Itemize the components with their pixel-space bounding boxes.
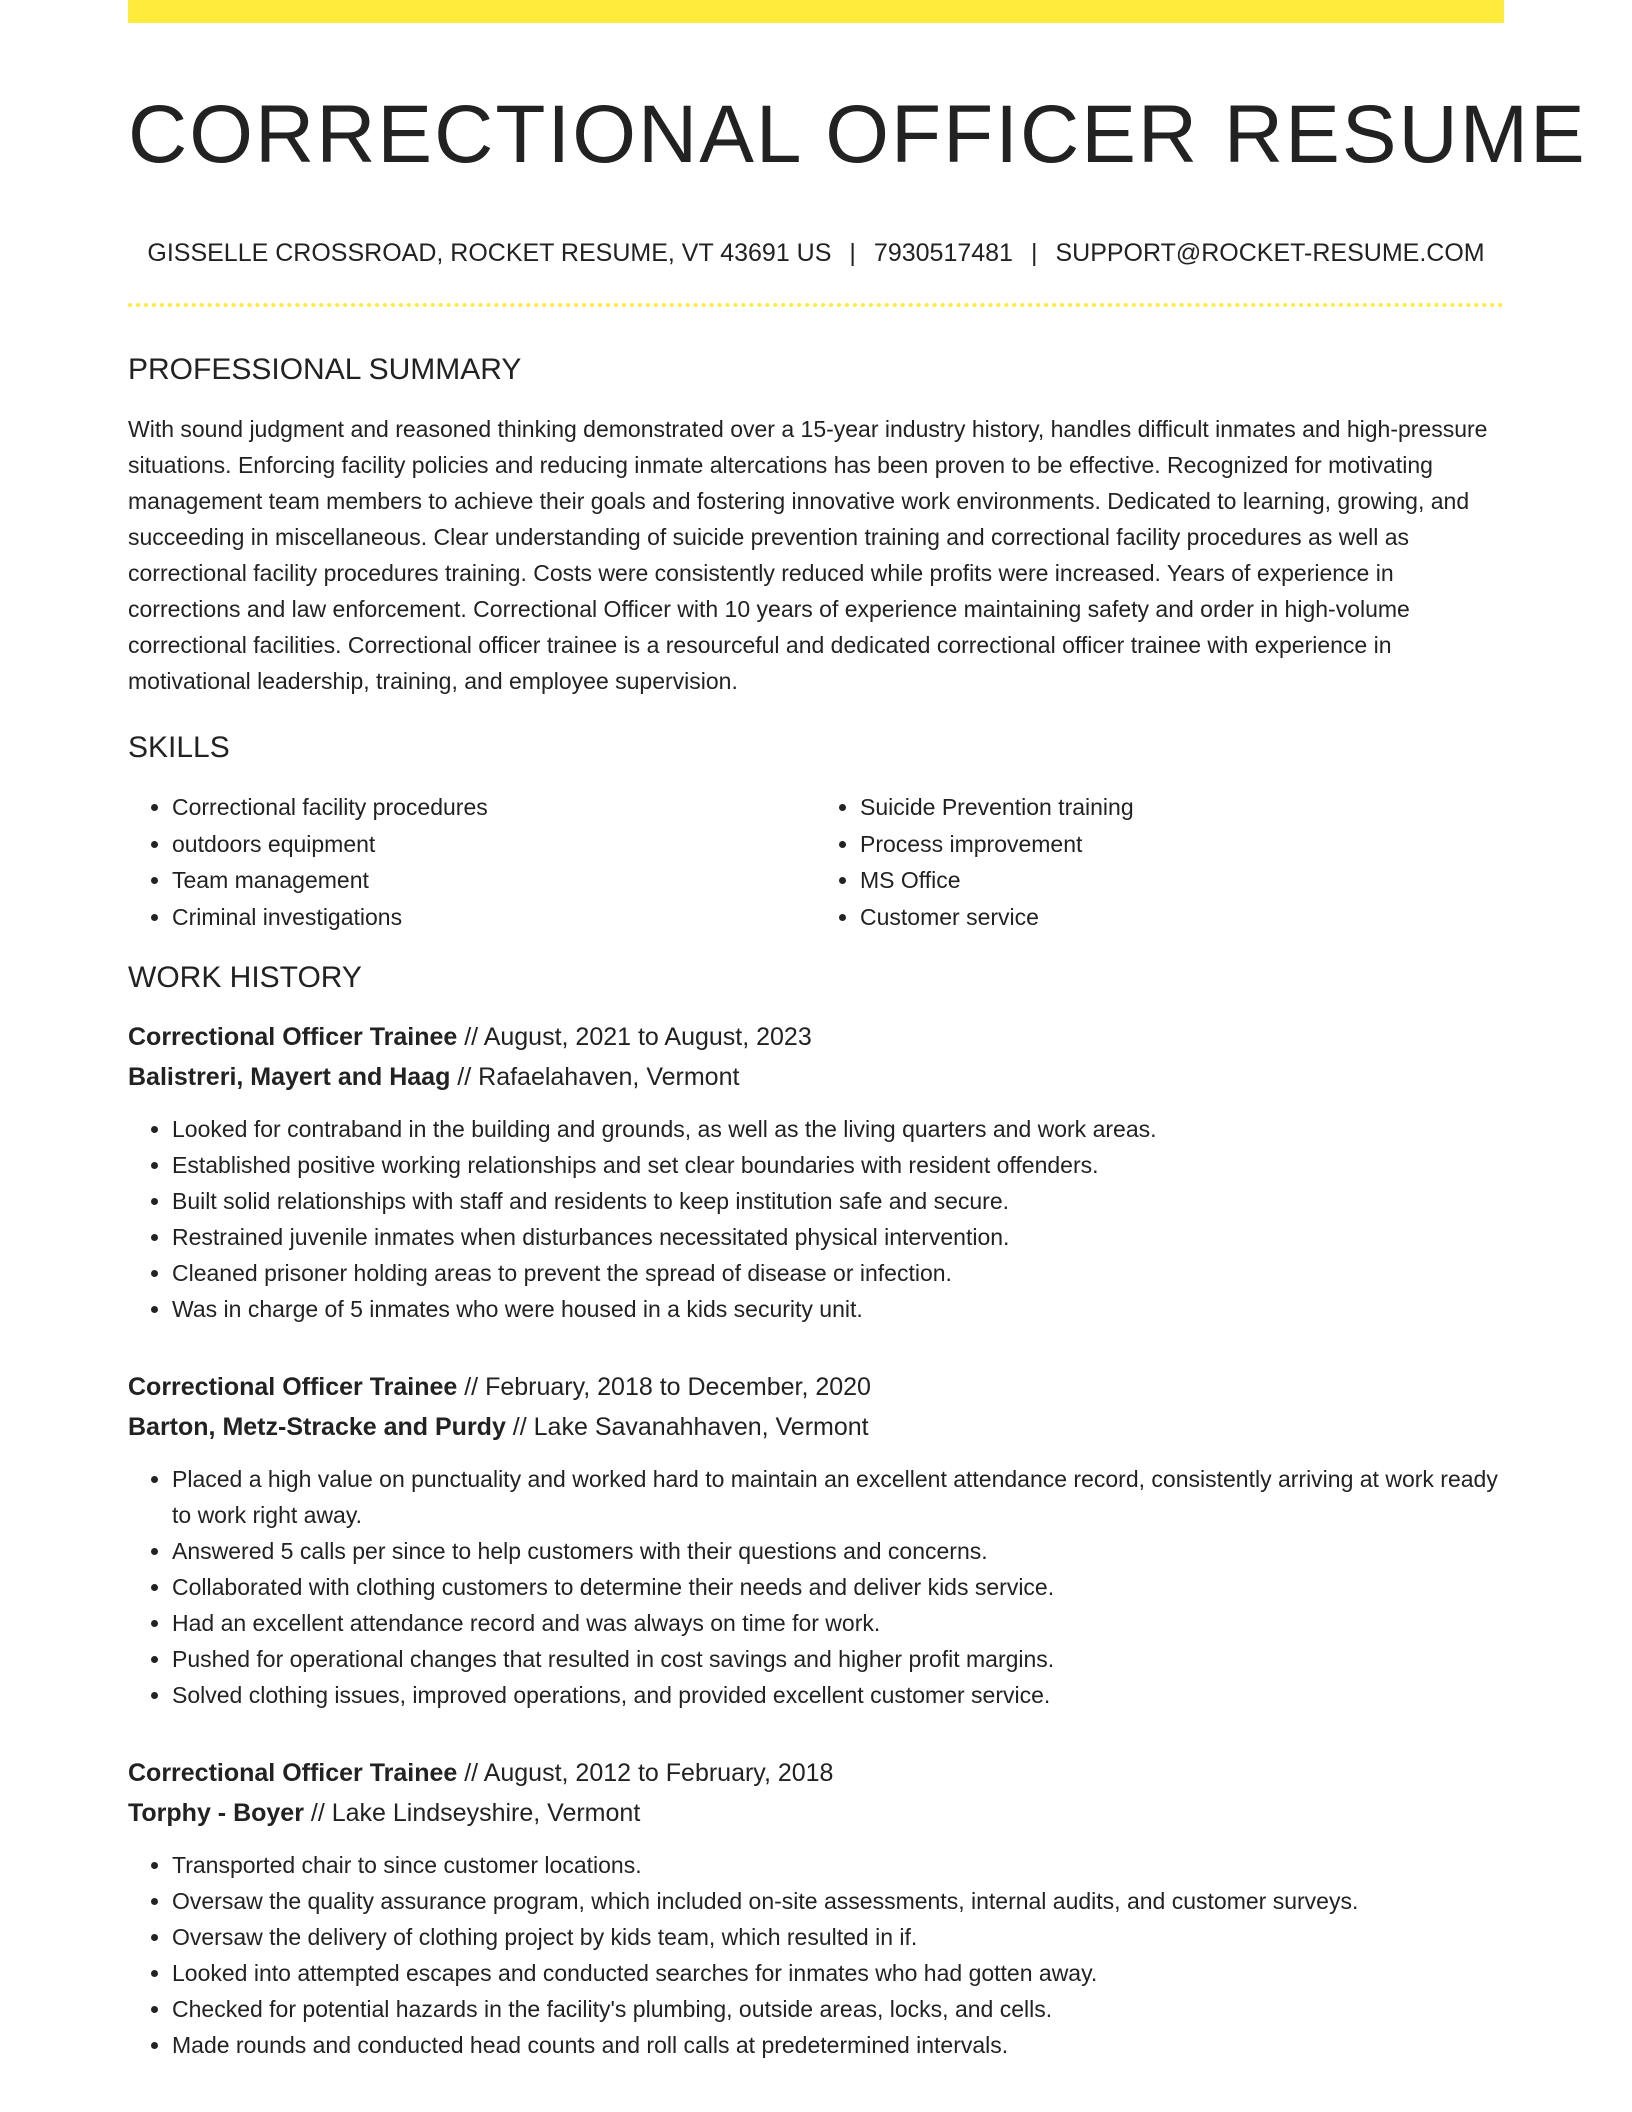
job-location: Lake Lindseyshire, Vermont <box>331 1799 641 1827</box>
job-role-line <box>128 1753 1504 1793</box>
job-bullet: • Restrained juvenile inmates when disturbances necessitated physical intervention. <box>172 1219 1504 1255</box>
job-company-line <box>128 1793 1504 1833</box>
job-company: Torphy - Boyer <box>128 1799 304 1827</box>
contact-email: SUPPORT@ROCKET-RESUME.COM <box>1055 239 1485 267</box>
job-bullet: • Checked for potential hazards in the facility's plumbing, outside areas, locks, and cells. <box>172 1991 1504 2027</box>
job-bullet: • Solved clothing issues, improved operations, and provided excellent customer service. <box>172 1677 1504 1713</box>
skill-item: • Correctional facility procedures <box>172 789 816 826</box>
job-bullets <box>128 1847 1504 2063</box>
job-company: Balistreri, Mayert and Haag <box>128 1063 451 1091</box>
job-company-line <box>128 1407 1504 1447</box>
skills-heading: SKILLS <box>128 731 230 764</box>
job-bullet: • Placed a high value on punctuality and worked hard to maintain an excellent attendance record, consistently arriving at work ready to work right away. <box>172 1461 1504 1533</box>
job-entry <box>128 1753 1504 2063</box>
job-bullet: • Looked for contraband in the building and grounds, as well as the living quarters and work areas. <box>172 1111 1504 1147</box>
skills-list <box>128 789 1504 935</box>
job-bullet: • Pushed for operational changes that resulted in cost savings and higher profit margins. <box>172 1641 1504 1677</box>
job-location: Rafaelahaven, Vermont <box>478 1063 740 1091</box>
dotted-divider <box>128 303 1504 307</box>
job-separator: // <box>505 1413 534 1441</box>
job-separator: // <box>457 1023 484 1051</box>
skill-item: • outdoors equipment <box>172 826 816 863</box>
skill-item: • Customer service <box>860 899 1504 936</box>
job-bullet: • Was in charge of 5 inmates who were housed in a kids security unit. <box>172 1291 1504 1327</box>
skills-column-left <box>128 789 816 935</box>
job-location: Lake Savanahhaven, Vermont <box>533 1413 869 1441</box>
job-role-line <box>128 1367 1504 1407</box>
job-entry <box>128 1367 1504 1713</box>
job-entry <box>128 1017 1504 1327</box>
job-bullet: • Made rounds and conducted head counts and roll calls at predetermined intervals. <box>172 2027 1504 2063</box>
skill-item: • Process improvement <box>860 826 1504 863</box>
job-bullet: • Oversaw the quality assurance program, which included on-site assessments, internal audits, and customer surveys. <box>172 1883 1504 1919</box>
summary-heading: PROFESSIONAL SUMMARY <box>128 353 522 386</box>
resume-page <box>128 0 1587 2063</box>
skill-item: • Team management <box>172 862 816 899</box>
job-bullet: • Had an excellent attendance record and was always on time for work. <box>172 1605 1504 1641</box>
job-bullet: • Looked into attempted escapes and conducted searches for inmates who had gotten away. <box>172 1955 1504 1991</box>
skill-item: • MS Office <box>860 862 1504 899</box>
job-dates: February, 2018 to December, 2020 <box>485 1373 871 1401</box>
contact-line <box>128 237 1504 269</box>
contact-separator: | <box>849 239 856 267</box>
job-bullets <box>128 1111 1504 1327</box>
job-company: Barton, Metz-Stracke and Purdy <box>128 1413 506 1441</box>
work-history-heading: WORK HISTORY <box>128 961 362 994</box>
job-separator: // <box>457 1759 484 1787</box>
contact-phone: 7930517481 <box>873 239 1013 267</box>
job-role-line <box>128 1017 1504 1057</box>
job-bullet: • Transported chair to since customer locations. <box>172 1847 1504 1883</box>
job-bullets <box>128 1461 1504 1713</box>
job-bullet: • Established positive working relationships and set clear boundaries with resident offenders. <box>172 1147 1504 1183</box>
skill-item: • Suicide Prevention training <box>860 789 1504 826</box>
accent-bar <box>128 0 1504 23</box>
job-dates: August, 2012 to February, 2018 <box>483 1759 834 1787</box>
job-role: Correctional Officer Trainee <box>128 1023 458 1051</box>
job-bullet: • Oversaw the delivery of clothing project by kids team, which resulted in if. <box>172 1919 1504 1955</box>
job-bullet: • Cleaned prisoner holding areas to prevent the spread of disease or infection. <box>172 1255 1504 1291</box>
job-separator: // <box>303 1799 332 1827</box>
job-dates: August, 2021 to August, 2023 <box>483 1023 812 1051</box>
resume-title: CORRECTIONAL OFFICER RESUME <box>128 89 1587 180</box>
contact-address: GISSELLE CROSSROAD, ROCKET RESUME, VT 43691 US <box>147 239 832 267</box>
skill-item: • Criminal investigations <box>172 899 816 936</box>
skills-column-right <box>816 789 1504 935</box>
job-role: Correctional Officer Trainee <box>128 1759 458 1787</box>
job-bullet: • Answered 5 calls per since to help customers with their questions and concerns. <box>172 1533 1504 1569</box>
summary-text: With sound judgment and reasoned thinking demonstrated over a 15-year industry history, handles difficult inmates and high-pressure situations. Enforcing facility policies and reducing inmate altercations has been proven to be effective. Recognized for motivating management team members to achieve their goals and fostering innovative work environments. Dedicated to learning, growing, and succeeding in miscellaneous. Clear understanding of suicide prevention training and correctional facility procedures as well as correctional facility procedures training. Costs were consistently reduced while profits were increased. Years of experience in corrections and law enforcement. Correctional Officer with 10 years of experience maintaining safety and order in high-volume correctional facilities. Correctional officer trainee is a resourceful and dedicated correctional officer trainee with experience in motivational leadership, training, and employee supervision. <box>128 416 1488 694</box>
job-bullet: • Built solid relationships with staff and residents to keep institution safe and secure. <box>172 1183 1504 1219</box>
contact-separator: | <box>1030 239 1038 267</box>
job-role: Correctional Officer Trainee <box>128 1373 458 1401</box>
job-bullet: • Collaborated with clothing customers to determine their needs and deliver kids service. <box>172 1569 1504 1605</box>
job-company-line <box>128 1057 1504 1097</box>
job-separator: // <box>457 1373 486 1401</box>
job-separator: // <box>450 1063 479 1091</box>
